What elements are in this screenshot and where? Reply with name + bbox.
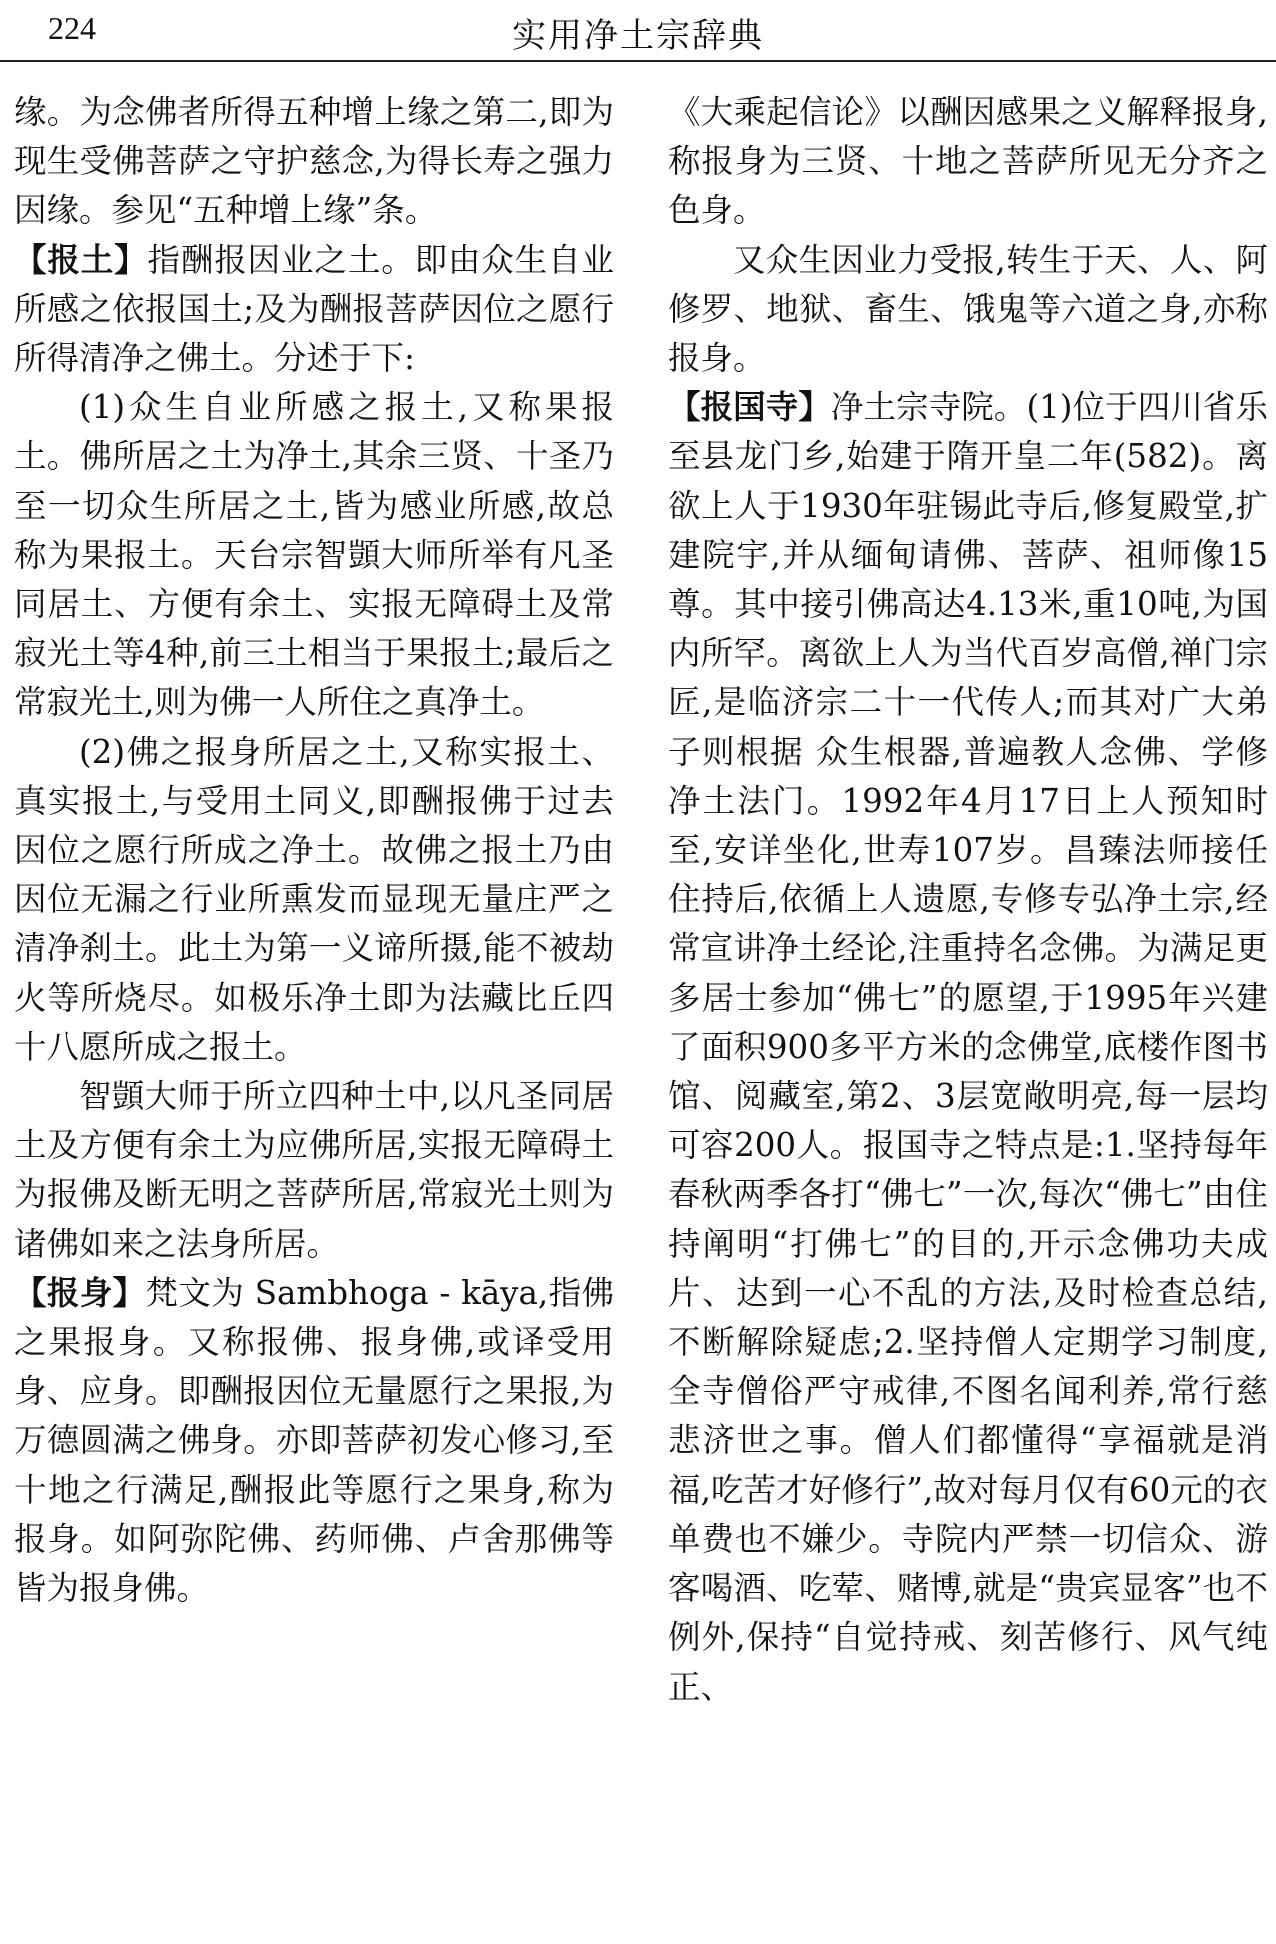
entry-baotu <box>14 236 614 384</box>
page-header <box>0 0 1276 64</box>
running-title: 实用净土宗辞典 <box>512 16 764 56</box>
continuation-paragraph: 缘。为念佛者所得五种增上缘之第二,即为现生受佛菩萨之守护慈念,为得长寿之强力因缘。参见“五种增上缘”条。 <box>14 93 614 230</box>
entry-definition: 指酬报因业之土。即由众生自业所感之依报国土;及为酬报菩萨因位之愿行所得清净之佛土。分述于下: <box>14 240 614 378</box>
entry-headword: 【报身】 <box>14 1273 146 1312</box>
left-column <box>14 88 614 1613</box>
right-column <box>668 88 1268 1712</box>
body-paragraph: (1)众生自业所感之报土,又称果报土。佛所居之土为净土,其余三贤、十圣乃至一切众生所居之土,皆为感业所感,故总称为果报土。天台宗智顗大师所举有凡圣同居土、方便有余土、实报无障碍土及常寂光土等4种,前三土相当于果报土;最后之常寂光土,则为佛一人所住之真净土。 <box>14 388 614 722</box>
entry-definition: 净土宗寺院。(1)位于四川省乐至县龙门乡,始建于隋开皇二年(582)。离欲上人于1930年驻锡此寺后,修复殿堂,扩建院宇,并从缅甸请佛、菩萨、祖师像15尊。其中接引佛高达4.13米,重10吨,为国内所罕。离欲上人为当代百岁高僧,禅门宗匠,是临济宗二十一代传人;而其对广大弟子则根据 众生根器,普遍教人念佛、学修净土法门。1992年4月17日上人预知时至,安详坐化,世寿107岁。昌臻法师接任住持后,依循上人遗愿,专修专弘净土宗,经常宣讲净土经论,注重持名念佛。为满足更多居士参加“佛七”的愿望,于1995年兴建了面积900多平方米的念佛堂,底楼作图书馆、阅藏室,第2、3层宽敞明亮,每一层均可容200人。报国寺之特点是:1.坚持每年春秋两季各打“佛七”一次,每次“佛七”由住持阐明“打佛七”的目的,开示念佛功夫成片、达到一心不乱的方法,及时检查总结,不断解除疑虑;2.坚持僧人定期学习制度,全寺僧俗严守戒律,不图名闻利养,常行慈悲济世之事。僧人们都懂得“享福就是消福,吃苦才好修行”,故对每月仅有60元的衣单费也不嫌少。寺院内严禁一切信众、游客喝酒、吃荤、赌博,就是“贵宾显客”也不例外,保持“自觉持戒、刻苦修行、风气纯正、 <box>668 388 1268 1706</box>
entry-headword: 【报国寺】 <box>668 388 831 427</box>
body-paragraph: 智顗大师于所立四种土中,以凡圣同居土及方便有余土为应佛所居,实报无障碍土为报佛及断无明之菩萨所居,常寂光土则为诸佛如来之法身所居。 <box>14 1077 614 1263</box>
entry-definition: 梵文为 Sambhoga - kāya,指佛之果报身。又称报佛、报身佛,或译受用身、应身。即酬报因位无量愿行之果报,为万德圆满之佛身。亦即菩萨初发心修习,至十地之行满足,酬报此等愿行之果身,称为报身。如阿弥陀佛、药师佛、卢舍那佛等皆为报身佛。 <box>14 1273 614 1608</box>
entry-baoshen <box>14 1269 614 1613</box>
header-rule <box>0 60 1276 62</box>
entry-headword: 【报土】 <box>14 240 148 279</box>
body-paragraph: (2)佛之报身所居之土,又称实报土、真实报土,与受用土同义,即酬报佛于过去因位之愿行所成之净土。故佛之报土乃由因位无漏之行业所熏发而显现无量庄严之清净刹土。此土为第一义谛所摄,能不被劫火等所烧尽。如极乐净土即为法藏比丘四十八愿所成之报土。 <box>14 732 614 1066</box>
body-paragraph: 又众生因业力受报,转生于天、人、阿修罗、地狱、畜生、饿鬼等六道之身,亦称报身。 <box>668 240 1268 378</box>
entry-baoguosi <box>668 383 1268 1711</box>
continuation-paragraph: 《大乘起信论》以酬因感果之义解释报身,称报身为三贤、十地之菩萨所见无分齐之色身。 <box>668 93 1268 230</box>
page-number: 224 <box>48 10 96 46</box>
